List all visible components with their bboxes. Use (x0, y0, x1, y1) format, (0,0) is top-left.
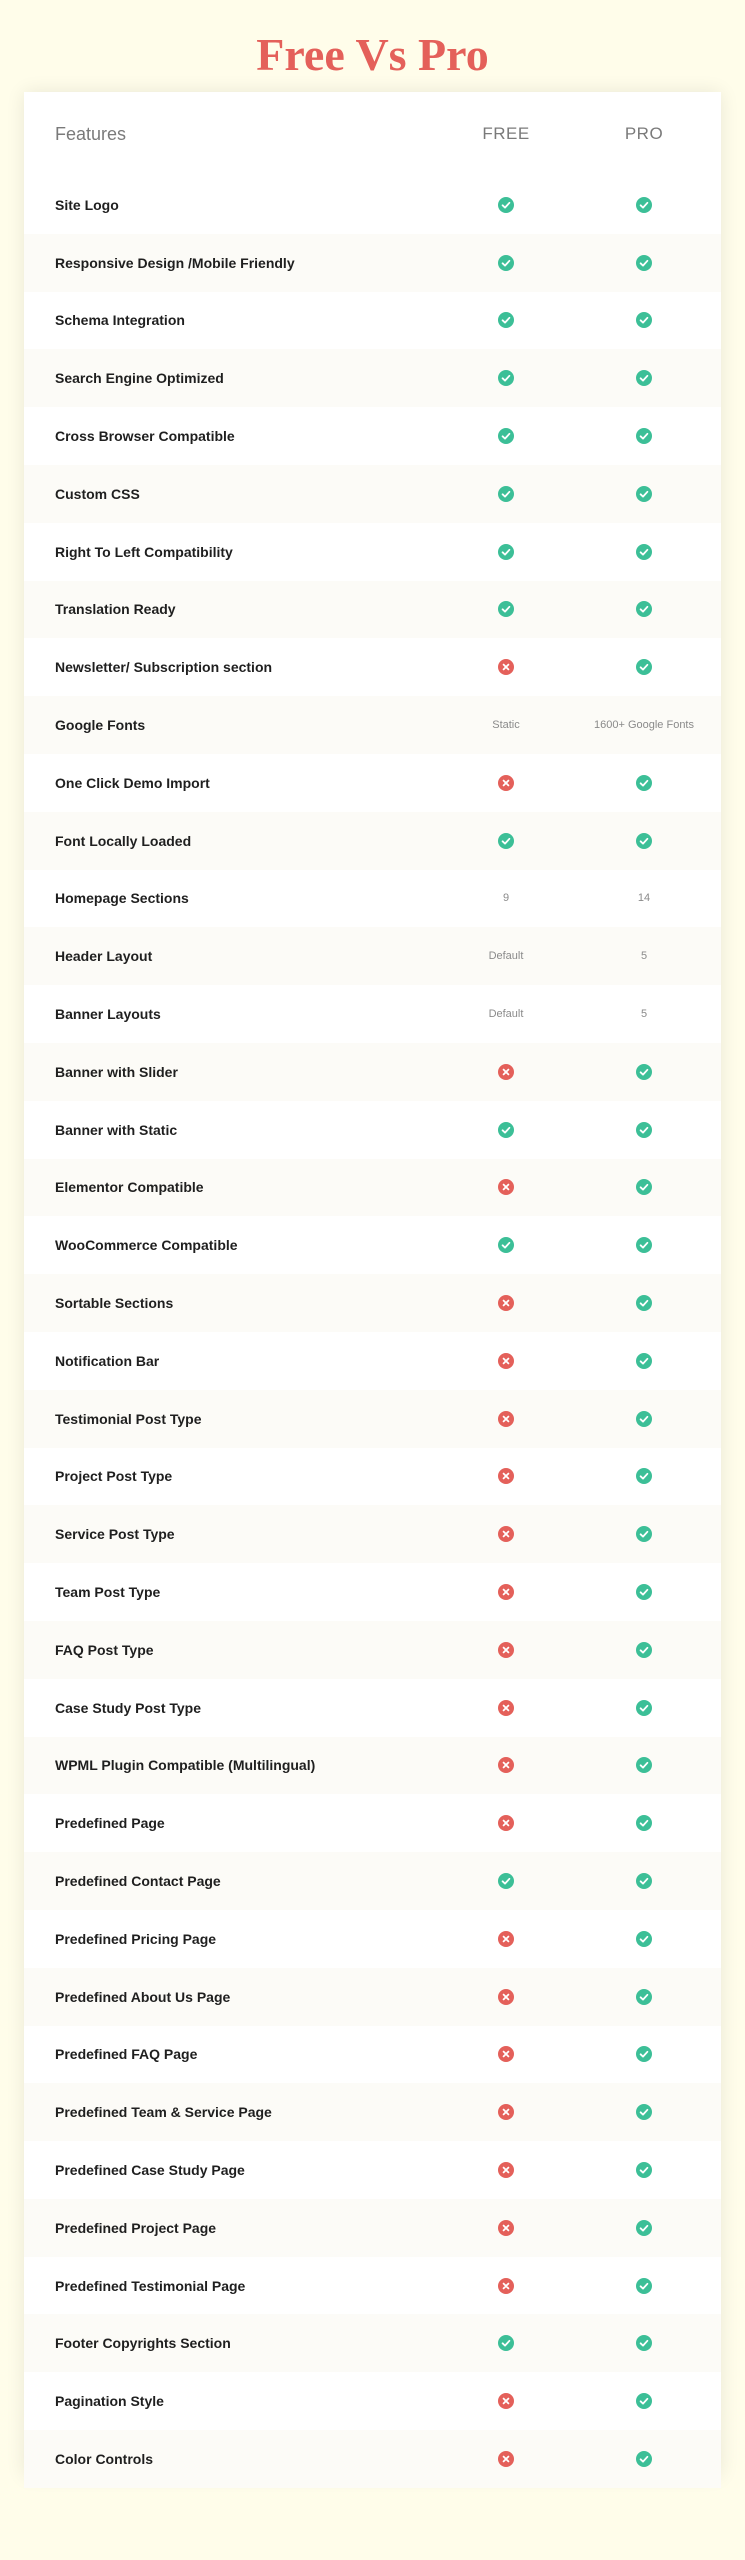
table-row (24, 1737, 721, 1795)
check-icon (636, 2335, 652, 2351)
table-row (24, 1101, 721, 1159)
feature-name: One Click Demo Import (55, 774, 210, 791)
check-icon (498, 486, 514, 502)
check-icon (636, 1642, 652, 1658)
table-row (24, 1679, 721, 1737)
feature-name: Search Engine Optimized (55, 370, 224, 387)
pro-cell (554, 197, 734, 213)
feature-name: Color Controls (55, 2450, 153, 2467)
cross-icon (498, 1179, 514, 1195)
check-icon (498, 833, 514, 849)
pro-cell (554, 1064, 734, 1080)
pro-value: 1600+ Google Fonts (594, 719, 694, 732)
pro-column-header: PRO (624, 124, 664, 143)
table-row (24, 927, 721, 985)
table-row (24, 349, 721, 407)
free-value: Static (492, 719, 520, 732)
pro-cell (554, 428, 734, 444)
check-icon (636, 486, 652, 502)
pro-cell (554, 659, 734, 675)
check-icon (498, 370, 514, 386)
check-icon (636, 255, 652, 271)
feature-name: Homepage Sections (55, 890, 189, 907)
table-row (24, 523, 721, 581)
pro-cell (554, 370, 734, 386)
cross-icon (498, 2393, 514, 2409)
check-icon (636, 428, 652, 444)
pro-cell (554, 2220, 734, 2236)
free-value: Default (488, 950, 524, 963)
pro-cell (554, 892, 734, 904)
check-icon (636, 1295, 652, 1311)
table-row (24, 1216, 721, 1274)
check-icon (498, 544, 514, 560)
cross-icon (498, 2046, 514, 2062)
check-icon (636, 1122, 652, 1138)
check-icon (498, 601, 514, 617)
check-icon (636, 1815, 652, 1831)
table-row (24, 985, 721, 1043)
feature-name: Translation Ready (55, 601, 176, 618)
pro-cell (554, 1584, 734, 1600)
table-row (24, 407, 721, 465)
table-row (24, 2141, 721, 2199)
check-icon (636, 2451, 652, 2467)
pro-cell (554, 1468, 734, 1484)
pro-cell (554, 312, 734, 328)
pro-cell (554, 255, 734, 271)
cross-icon (498, 1468, 514, 1484)
feature-name: Custom CSS (55, 485, 140, 502)
check-icon (636, 197, 652, 213)
table-row (24, 581, 721, 639)
check-icon (636, 659, 652, 675)
table-row (24, 1274, 721, 1332)
feature-name: FAQ Post Type (55, 1641, 154, 1658)
table-row (24, 1505, 721, 1563)
check-icon (498, 312, 514, 328)
feature-name: WooCommerce Compatible (55, 1237, 238, 1254)
check-icon (636, 1989, 652, 2005)
cross-icon (498, 1526, 514, 1542)
feature-name: Header Layout (55, 948, 153, 965)
cross-icon (498, 1064, 514, 1080)
pro-cell (554, 1989, 734, 2005)
feature-name: Newsletter/ Subscription section (55, 659, 273, 676)
check-icon (636, 2162, 652, 2178)
feature-name: Predefined FAQ Page (55, 2046, 198, 2063)
feature-name: Cross Browser Compatible (55, 428, 235, 445)
pro-cell (554, 1873, 734, 1889)
cross-icon (498, 1295, 514, 1311)
table-row (24, 1621, 721, 1679)
feature-name: Banner Layouts (55, 1006, 161, 1023)
pro-cell (554, 1353, 734, 1369)
feature-name: Font Locally Loaded (55, 832, 192, 849)
cross-icon (498, 1584, 514, 1600)
table-row (24, 1332, 721, 1390)
pro-cell (554, 950, 734, 962)
table-row (24, 812, 721, 870)
check-icon (498, 1873, 514, 1889)
cross-icon (498, 1353, 514, 1369)
check-icon (636, 2104, 652, 2120)
table-row (24, 638, 721, 696)
table-row (24, 2083, 721, 2141)
feature-name: Predefined Contact Page (55, 1873, 221, 1889)
feature-name: Banner with Slider (55, 1063, 178, 1080)
pro-cell (554, 833, 734, 849)
table-row (24, 1563, 721, 1621)
pro-cell (554, 1700, 734, 1716)
check-icon (498, 428, 514, 444)
cross-icon (498, 2278, 514, 2294)
check-icon (498, 255, 514, 271)
pro-cell (554, 2393, 734, 2409)
check-icon (636, 1179, 652, 1195)
table-row (24, 870, 721, 928)
pro-cell (554, 1179, 734, 1195)
cross-icon (498, 1931, 514, 1947)
table-row (24, 1968, 721, 2026)
feature-name: WPML Plugin Compatible (Multilingual) (55, 1757, 316, 1774)
check-icon (636, 2278, 652, 2294)
table-row (24, 465, 721, 523)
feature-name: Predefined Page (55, 1815, 165, 1832)
pro-cell (554, 2046, 734, 2062)
pro-cell (554, 1411, 734, 1427)
check-icon (636, 1584, 652, 1600)
table-row (24, 2372, 721, 2430)
free-value: 9 (502, 892, 510, 905)
pro-cell (554, 1008, 734, 1020)
feature-name: Schema Integration (55, 312, 185, 329)
table-row (24, 176, 721, 234)
check-icon (636, 833, 652, 849)
cross-icon (498, 1815, 514, 1831)
feature-name: Testimonial Post Type (55, 1410, 202, 1427)
check-icon (636, 2046, 652, 2062)
table-row (24, 696, 721, 754)
feature-name: Case Study Post Type (55, 1699, 202, 1716)
feature-name: Responsive Design /Mobile Friendly (55, 254, 295, 271)
pro-cell (554, 2162, 734, 2178)
pro-cell (554, 1931, 734, 1947)
feature-name: Project Post Type (55, 1468, 173, 1485)
check-icon (636, 775, 652, 791)
pro-cell (554, 2335, 734, 2351)
pro-value: 5 (640, 950, 648, 963)
check-icon (636, 1873, 652, 1889)
feature-name: Elementor Compatible (55, 1179, 204, 1196)
check-icon (636, 312, 652, 328)
check-icon (636, 1411, 652, 1427)
check-icon (636, 544, 652, 560)
check-icon (636, 2393, 652, 2409)
feature-name: Predefined Team & Service Page (55, 2104, 272, 2121)
table-row (24, 2199, 721, 2257)
free-value: Default (488, 1008, 524, 1021)
feature-name: Predefined Project Page (55, 2219, 217, 2236)
check-icon (636, 370, 652, 386)
check-icon (636, 601, 652, 617)
feature-name: Predefined About Us Page (55, 1988, 231, 2005)
feature-name: Banner with Static (55, 1121, 178, 1138)
check-icon (636, 1353, 652, 1369)
check-icon (636, 1468, 652, 1484)
check-icon (636, 1700, 652, 1716)
feature-name: Footer Copyrights Section (55, 2335, 231, 2352)
table-body (24, 176, 721, 2488)
free-column-header: FREE (482, 124, 530, 143)
check-icon (636, 1757, 652, 1773)
table-row (24, 1794, 721, 1852)
table-row (24, 1390, 721, 1448)
pro-value: 5 (640, 1008, 648, 1021)
check-icon (498, 1237, 514, 1253)
pro-cell (554, 544, 734, 560)
feature-name: Site Logo (55, 196, 119, 213)
cross-icon (498, 1989, 514, 2005)
cross-icon (498, 2220, 514, 2236)
table-row (24, 1448, 721, 1506)
page-title: Free Vs Pro (256, 29, 489, 80)
pro-cell (554, 1122, 734, 1138)
pro-cell (554, 2104, 734, 2120)
cross-icon (498, 1700, 514, 1716)
cross-icon (498, 775, 514, 791)
table-row (24, 1159, 721, 1217)
check-icon (636, 1064, 652, 1080)
table-row (24, 234, 721, 292)
table-row (24, 292, 721, 350)
table-row (24, 754, 721, 812)
cross-icon (498, 2162, 514, 2178)
pro-cell (554, 1642, 734, 1658)
feature-name: Sortable Sections (55, 1295, 174, 1312)
cross-icon (498, 659, 514, 675)
table-row (24, 1910, 721, 1968)
pro-cell (554, 1237, 734, 1253)
feature-name: Right To Left Compatibility (55, 543, 233, 560)
pro-cell (554, 775, 734, 791)
table-row (24, 1043, 721, 1101)
pro-cell (554, 486, 734, 502)
pro-cell (554, 1295, 734, 1311)
pro-cell (554, 719, 734, 731)
cross-icon (498, 2451, 514, 2467)
check-icon (498, 197, 514, 213)
comparison-table (24, 92, 721, 2476)
feature-name: Predefined Pricing Page (55, 1930, 217, 1947)
pro-cell (554, 601, 734, 617)
pro-value: 14 (637, 892, 651, 905)
check-icon (636, 1931, 652, 1947)
check-icon (498, 2335, 514, 2351)
table-row (24, 2257, 721, 2315)
table-row (24, 2430, 721, 2488)
feature-name: Predefined Testimonial Page (55, 2277, 246, 2294)
check-icon (636, 2220, 652, 2236)
features-column-header: Features (55, 123, 127, 144)
feature-name: Pagination Style (55, 2393, 164, 2410)
feature-name: Notification Bar (55, 1352, 160, 1369)
check-icon (636, 1237, 652, 1253)
pro-cell (554, 1815, 734, 1831)
feature-name: Service Post Type (55, 1526, 175, 1543)
pro-cell (554, 2278, 734, 2294)
check-icon (636, 1526, 652, 1542)
cross-icon (498, 2104, 514, 2120)
feature-name: Google Fonts (55, 717, 146, 734)
feature-name: Team Post Type (55, 1584, 161, 1601)
feature-name: Predefined Case Study Page (55, 2161, 245, 2178)
table-row (24, 1852, 721, 1910)
pro-cell (554, 2451, 734, 2467)
check-icon (498, 1122, 514, 1138)
table-row (24, 2314, 721, 2372)
pro-cell (554, 1757, 734, 1773)
pro-cell (554, 1526, 734, 1542)
cross-icon (498, 1411, 514, 1427)
cross-icon (498, 1757, 514, 1773)
table-header (24, 92, 721, 176)
table-row (24, 2026, 721, 2084)
cross-icon (498, 1642, 514, 1658)
